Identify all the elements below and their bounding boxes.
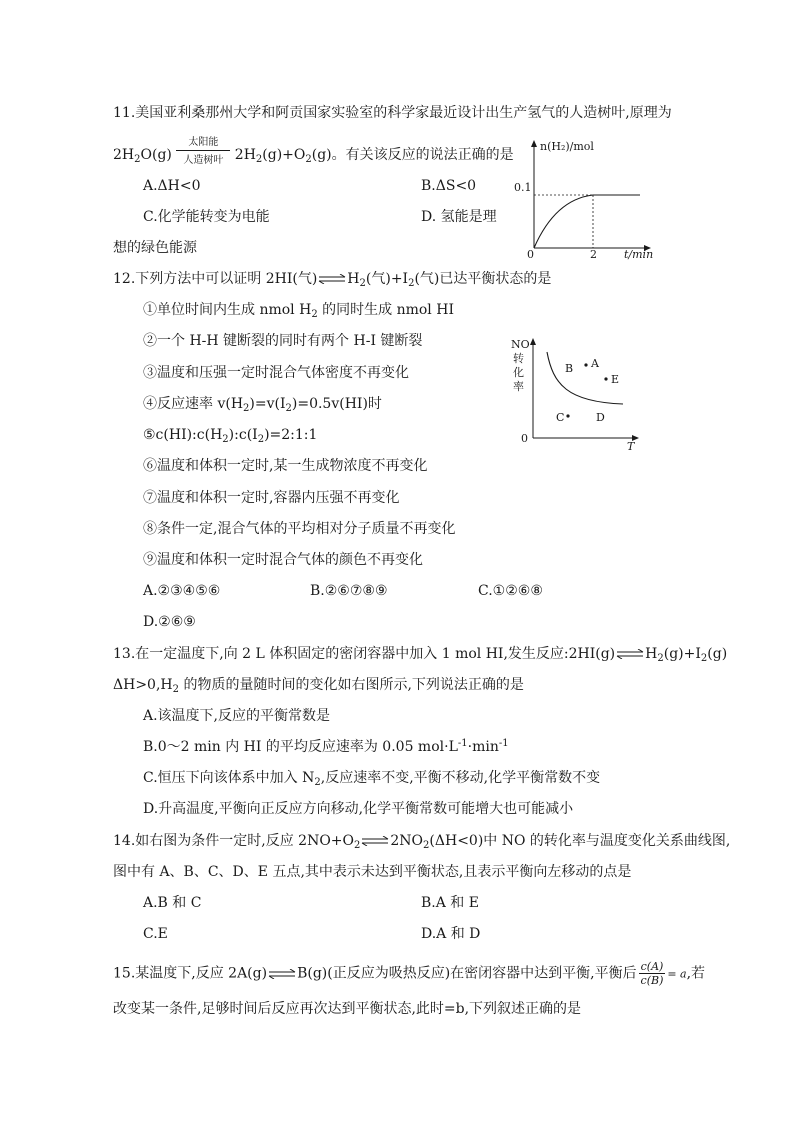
chart2-origin-label: 0 [521, 432, 528, 445]
chart1-y-arrow [531, 140, 537, 147]
q14-option-d: D.A 和 D [421, 926, 481, 942]
q12-item-2: ②一个 H-H 键断裂的同时有两个 H-I 键断裂 [143, 333, 423, 349]
chart1-xtick-label: 2 [590, 248, 597, 260]
q12-option-d: D.②⑥⑨ [143, 614, 196, 630]
chart1-origin-label: 0 [527, 248, 534, 260]
equilibrium-arrow-icon [616, 649, 644, 659]
chart1-x-label: t/min [624, 248, 654, 260]
chart2-y-label-hua: 化 [513, 366, 524, 379]
q12-option-b: B.②⑥⑦⑧⑨ [310, 583, 388, 599]
condition-bottom: 人造树叶 [183, 155, 224, 166]
q13-option-d: D.升高温度,平衡向正反应方向移动,化学平衡常数可能增大也可能减小 [143, 801, 574, 817]
chart1-y-label: n(H₂)/mol [540, 140, 594, 153]
q11-option-a: A.ΔH<0 [143, 178, 201, 194]
q14-stem-line2: 图中有 A、B、C、D、E 五点,其中表示未达到平衡状态,且表示平衡向左移动的点是 [113, 864, 632, 880]
q13-option-a: A.该温度下,反应的平衡常数是 [143, 708, 331, 724]
chart2-x-label: T [627, 440, 635, 453]
chart2-label-b: B [565, 362, 574, 375]
q12-option-c: C.①②⑥⑧ [478, 583, 543, 599]
q11-stem-line1: 11.美国亚利桑那州大学和阿贡国家实验室的科学家最近设计出生产氢气的人造树叶,原理为 [113, 105, 672, 121]
q15-stem-line1: 15.某温度下,反应 2A(g) B(g)(正反应为吸热反应)在密闭容器中达到平衡,平衡后 $\frac{c(A)}{c(B)}$ = a,若 [113, 960, 706, 987]
q13-option-b: B.0～2 min 内 HI 的平均反应速率为 0.05 $mol\cdot L^{-1}\cdot\min^{-1}$ [143, 738, 509, 755]
q13-stem-line2: $\Delta H>0,H_2$ 的物质的量随时间的变化如右图所示,下列说法正确的是 [113, 677, 524, 695]
chart2-point-e [604, 377, 607, 380]
q12-stem: 12.下列方法中可以证明 2HI(气) $H_2$(气)$+I_2$(气)已达平衡状态的是 [113, 271, 552, 289]
q12-option-a: A.②③④⑤⑥ [143, 583, 221, 599]
q12-item-9: ⑨温度和体积一定时混合气体的颜色不再变化 [143, 552, 423, 568]
q15-stem-line2: 改变某一条件,足够时间后反应再次达到平衡状态,此时=b,下列叙述正确的是 [113, 1001, 582, 1017]
q11-option-c: C.化学能转变为电能 [143, 209, 270, 225]
chart2-y-label-zhuan: 转 [513, 352, 524, 365]
chart2-label-a: A [591, 357, 599, 370]
q12-item-5: $⑤c(HI):c(H_2):c(I_2)=2:1:1$ [143, 427, 318, 445]
chart2-point-a [584, 363, 587, 366]
chart1-ytick-label: 0.1 [514, 181, 532, 194]
q12-item-7: ⑦温度和体积一定时,容器内压强不再变化 [143, 490, 400, 506]
q12-item-4: ④反应速率 $v(H_2)=v(I_2)=0.5v(HI)$时 [143, 396, 382, 414]
chart2-label-d: D [596, 411, 605, 424]
q11-equation: $2H_2O(g)$ 太阳能 人造树叶 $2H_2(g)+O_2(g)$。有关该反应的说法正确的是 [113, 146, 514, 164]
chart2-point-c [566, 414, 569, 417]
chart2-label-c: C [556, 411, 565, 424]
chart2-label-e: E [611, 373, 620, 386]
chart2-y-label-lv: 率 [513, 380, 524, 393]
no-conversion-chart [505, 334, 645, 454]
q13-stem-line1: 13.在一定温度下,向 2 L 体积固定的密闭容器中加入 1 mol HI,发生反应:2HI(g) $H_2(g)+I_2(g)$ [113, 646, 728, 664]
h2-time-chart [512, 136, 662, 260]
equilibrium-arrow-icon [361, 836, 389, 846]
q14-option-c: C.E [143, 926, 168, 942]
q12-item-6: ⑥温度和体积一定时,某一生成物浓度不再变化 [143, 458, 428, 474]
q12-item-8: ⑧条件一定,混合气体的平均相对分子质量不再变化 [143, 521, 456, 537]
equilibrium-arrow-icon [318, 274, 346, 284]
equilibrium-arrow-icon [268, 969, 296, 979]
q14-option-b: B.A 和 E [421, 895, 479, 911]
q11-option-d: D. 氢能是理 [421, 209, 497, 225]
chart1-curve [534, 195, 640, 248]
q12-item-3: ③温度和压强一定时混合气体密度不再变化 [143, 365, 409, 381]
q11-option-d-continued: 想的绿色能源 [113, 240, 197, 256]
q13-option-c: C.恒压下向该体系中加入 $N_2$,反应速率不变,平衡不移动,化学平衡常数不变 [143, 770, 601, 788]
chart2-y-label-no: NO [511, 338, 530, 351]
chart2-y-arrow [530, 338, 536, 345]
q12-item-1: ①单位时间内生成 nmol $H_2$ 的同时生成 nmol HI [143, 302, 454, 320]
q14-stem-line1: 14.如右图为条件一定时,反应 $2NO+O_2$ $2NO_2(\Delta H<0)$中 NO 的转化率与温度变化关系曲线图, [113, 833, 731, 851]
condition-top: 太阳能 [188, 137, 219, 148]
concentration-ratio-fraction: $\frac{c(A)}{c(B)}$ [640, 960, 664, 987]
reaction-condition [176, 137, 230, 166]
q14-option-a: A.B 和 C [143, 895, 202, 911]
q11-option-b: B.ΔS<0 [421, 178, 477, 194]
